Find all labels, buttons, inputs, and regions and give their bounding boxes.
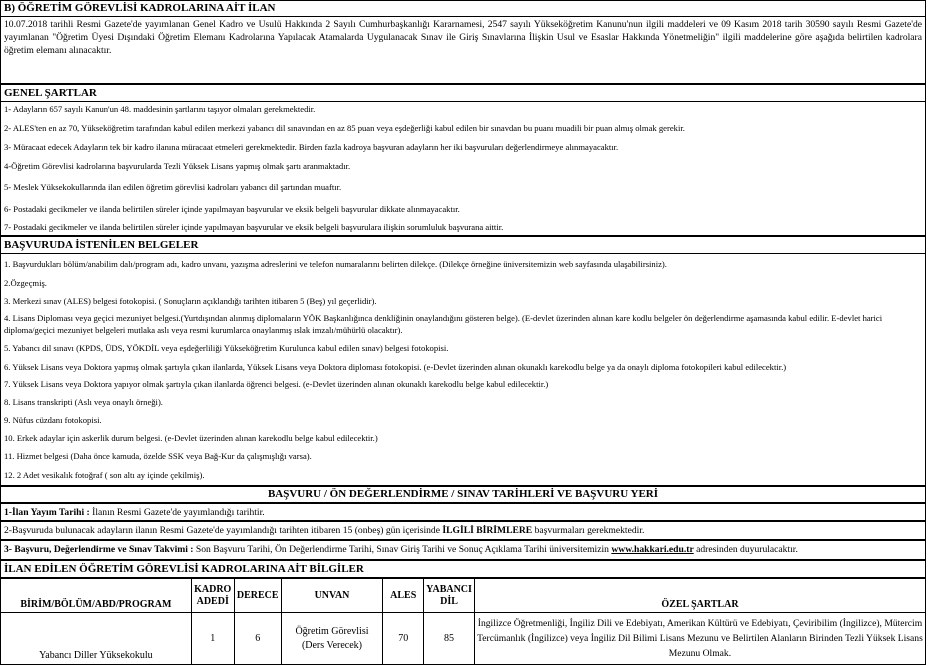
document-item: 12. 2 Adet vesikalık fotoğraf ( son altı ay içinde çekilmiş). (4, 470, 205, 480)
positions-table (0, 578, 926, 665)
schedule-title: BAŞVURU / ÖN DEĞERLENDİRME / SINAV TARİHLERİ VE BAŞVURU YERİ (267, 488, 659, 500)
announcement-intro: 10.07.2018 tarihli Resmi Gazete'de yayımlanan Genel Kadro ve Usulü Hakkında 2 Sayılı Cumhurbaşkanlığı Kararnamesi, 2547 sayılı Yükseköğretim Kanunu'nun ilgili maddeleri ve 09 Kasım 2018 tarih 30590 sayılı Resmi Gazete'de yayımlanan "Öğretim Üyesi Dışındaki Öğretim Elemanı Kadrolarına Yapılacak Atamalarda Uygulanacak Sınav ile Giriş Sınavlarına İlişkin Usul ve Esaslar Hakkında Yönetmeliğin" ilgili maddelerine göre aşağıda belirtilen kadrolara öğretim elemanı alınacaktır. (1, 16, 925, 58)
calendar-text: Son Başvuru Tarihi, Ön Değerlendirme Tarihi, Sınav Giriş Tarihi ve Sonuç Açıklama Tarihi üniversitemizin (193, 544, 612, 555)
positions-title: İLAN EDİLEN ÖĞRETİM GÖREVLİSİ KADROLARINA AİT BİLGİLER (4, 563, 364, 575)
schedule-title-row (0, 486, 926, 503)
general-item: 7- Postadaki gecikmeler ve ilanda belirtilen süreler içinde yapılmayan başvurular ve eksik belgeli başvurulara ilişkin sorumluluk başvurana aittir. (4, 222, 504, 232)
document-item: 10. Erkek adaylar için askerlik durum belgesi. (e-Devlet üzerinden alınan karekodlu belge kabul edilecektir.) (4, 433, 378, 443)
count-cell: 1 (191, 613, 234, 665)
required-documents-block (0, 236, 926, 486)
degree-header: DERECE (234, 579, 281, 613)
schedule-line-3 (0, 540, 926, 560)
general-conditions-title: GENEL ŞARTLAR (1, 85, 925, 102)
schedule-line-1 (0, 503, 926, 521)
document-item: 4. Lisans Diploması veya geçici mezuniyet belgesi.(Yurtdışından alınmış diplomaların YÖK Başkanlığınca denkliğinin onaylandığını gösteren belge). (E-devlet üzerinden alınan kare kodlu belgeler ön değerlendirme aşamasında kabul edilir. E-devlet harici (4, 313, 883, 323)
language-header: YABANCI DİL (424, 579, 475, 613)
university-website-link[interactable]: www.hakkari.edu.tr (611, 544, 694, 555)
calendar-label: 3- Başvuru, Değerlendirme ve Sınav Takvimi : (4, 544, 194, 555)
general-conditions-block (0, 84, 926, 236)
document-item: 9. Nüfus cüzdanı fotokopisi. (4, 415, 102, 425)
publication-date-label: 1-İlan Yayım Tarihi : (4, 507, 90, 518)
positions-title-row (0, 560, 926, 578)
table-row (1, 613, 926, 665)
general-item: 6- Postadaki gecikmeler ve ilanda belirtilen süreler içinde yapılmayan başvurular ve eksik belgeli başvurular dikkate alınmayacaktır. (4, 204, 460, 214)
general-item: 2- ALES'ten en az 70, Yükseköğretim tarafından kabul edilen merkezi yabancı dil sınavından en az 85 puan veya eşdeğerliği kabul edilen bir sınavdan bu puanı muadili bir puan almış olmak gerekir. (4, 123, 685, 133)
general-item: 3- Müracaat edecek Adayların tek bir kadro ilanına müracaat etmeleri gerekmektedir. Birden fazla kadroya başvuran adayların her iki başvuruları değerlendirmeye alınmayacaktır. (4, 142, 619, 152)
application-period-tail: başvurmaları gerekmektedir. (532, 525, 645, 536)
required-documents-title: BAŞVURUDA İSTENİLEN BELGELER (1, 237, 925, 254)
application-units-text: İLGİLİ BİRİMLERE (442, 525, 533, 536)
header-block (0, 0, 926, 84)
document-item: 7. Yüksek Lisans veya Doktora yapıyor olmak şartıyla çıkan ilanlarda öğrenci belgesi. (e-Devlet üzerinden alınan okunaklı karekodlu belge kabul edilecektir.) (4, 379, 549, 389)
publication-date-text: İlanın Resmi Gazete'de yayımlandığı tarihtir. (89, 507, 265, 518)
table-header-row (1, 579, 926, 613)
title-cell: Öğretim Görevlisi (Ders Verecek) (281, 613, 383, 665)
language-cell: 85 (424, 613, 475, 665)
ales-header: ALES (383, 579, 424, 613)
special-conditions-header: ÖZEL ŞARTLAR (474, 579, 925, 613)
special-conditions-cell: İngilizce Öğretmenliği, İngiliz Dili ve Edebiyatı, Amerikan Kültürü ve Edebiyatı, Çeviribilim (İngilizce), Mütercim Tercümanlık (İngilizce) veya İngiliz Dil Bilimi Lisans Mezunu ve Belirtilen Alanların Birinden Tezli Yüksek Lisans Mezunu Olmak. (474, 613, 925, 665)
unit-header: BİRİM/BÖLÜM/ABD/PROGRAM (1, 579, 192, 613)
document-item: 6. Yüksek Lisans veya Doktora yapmış olmak şartıyla çıkan ilanlarda, Yüksek Lisans veya Doktora diploması fotokopisi. (e-Devlet üzerinden alınan okunaklı karekodlu belge ya da onaylı diploma fotokopileri kabul edilecektir.) (4, 362, 787, 372)
schedule-line-2 (0, 521, 926, 540)
title-header: UNVAN (281, 579, 383, 613)
document-item: 1. Başvurdukları bölüm/anabilim dalı/program adı, kadro unvanı, yazışma adreslerini ve telefon numaralarını belirten dilekçe. (Dilekçe örneğine üniversitemizin web sayfasında ulaşabilirsiniz). (4, 259, 667, 269)
general-item: 5- Meslek Yüksekokullarında ilan edilen öğretim görevlisi kadroları yabancı dil şartından muaftır. (4, 182, 342, 192)
general-item: 4-Öğretim Görevlisi kadrolarına başvurularda Tezli Yüksek Lisans yapmış olmak şartı aranmaktadır. (4, 161, 351, 171)
degree-cell: 6 (234, 613, 281, 665)
unit-cell: Yabancı Diller Yüksekokulu (1, 613, 192, 665)
document-item: diploma/geçici mezuniyet belgeleri mutlaka aslı veya resmi kurumlarca onaylanmış ıslak imzalı/mühürlü olacaktır). (4, 325, 403, 335)
announcement-title: B) ÖĞRETİM GÖREVLİSİ KADROLARINA AİT İLAN (4, 2, 276, 14)
count-header: KADRO ADEDİ (191, 579, 234, 613)
document-item: 5. Yabancı dil sınavı (KPDS, ÜDS, YÖKDİL veya eşdeğerliliği Yükseköğretim Kurulunca kabul edilen sınav) belgesi fotokopisi. (4, 343, 449, 353)
document-item: 2.Özgeçmiş. (4, 278, 47, 288)
document-item: 11. Hizmet belgesi (Daha önce kamuda, özelde SSK veya Bağ-Kur da çalışmışlığı varsa). (4, 451, 312, 461)
document-item: 3. Merkezi sınav (ALES) belgesi fotokopisi. ( Sonuçların açıklandığı tarihten itibaren 5 (Beş) yıl geçerlidir). (4, 296, 377, 306)
ales-cell: 70 (383, 613, 424, 665)
general-item: 1- Adayların 657 sayılı Kanun'un 48. maddesinin şartlarını taşıyor olmaları gerekmektedir. (4, 104, 316, 114)
application-period-text: 2-Başvuruda bulunacak adayların ilanın Resmi Gazete'de yayımlandığı tarihten itibaren 15 (onbeş) gün içerisinde (4, 525, 443, 536)
calendar-tail: adresinden duyurulacaktır. (693, 544, 798, 555)
document-item: 8. Lisans transkripti (Aslı veya onaylı örneği). (4, 397, 163, 407)
